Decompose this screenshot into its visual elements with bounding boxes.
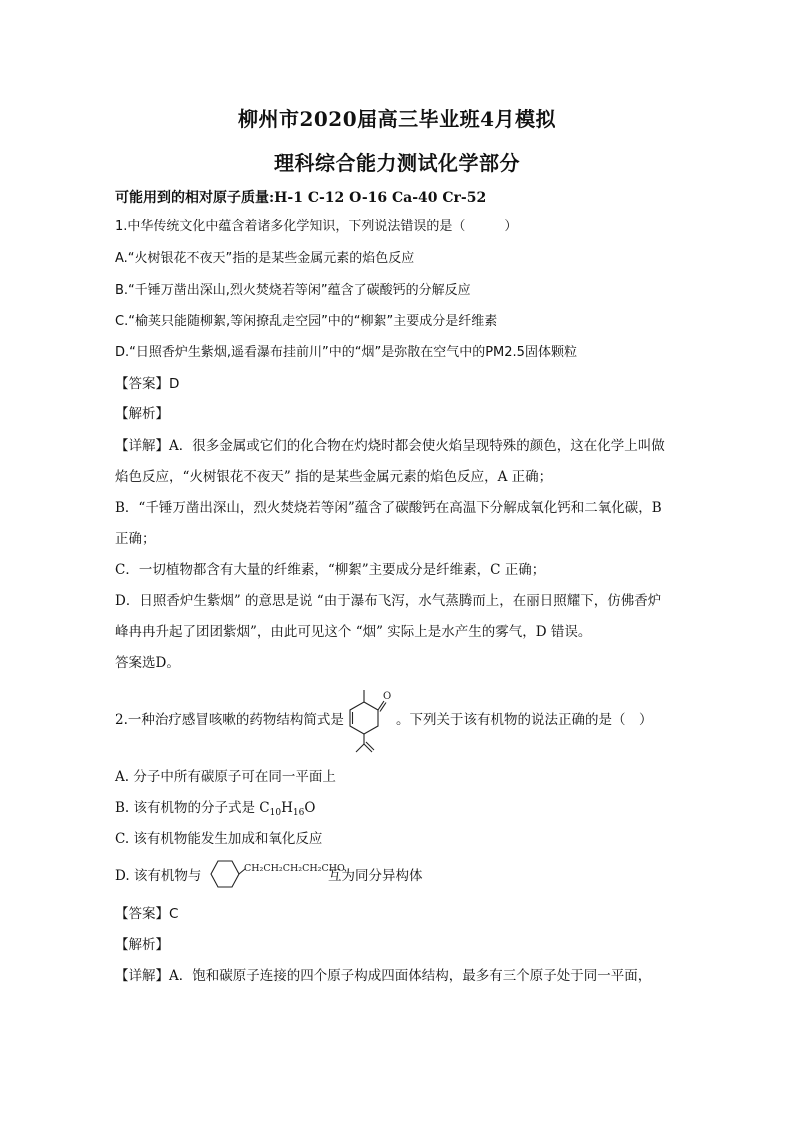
- q1-detail-line: 峰冉冉升起了团团紫烟”，由此可见这个 “烟” 实际上是水产生的雾气，D 错误。: [115, 624, 592, 640]
- benzene-pentanal-structure-image: [203, 855, 345, 893]
- q1-answer: 【答案】D: [115, 376, 180, 392]
- q1-option-d: D.“日照香炉生紫烟,遥看瀑布挂前川”中的“烟”是弥散在空气中的PM2.5固体颗粒: [115, 345, 577, 360]
- q2-option-b: [115, 799, 315, 822]
- q2-option-a: A. 分子中所有碳原子可在同一平面上: [115, 769, 336, 785]
- document-title: 柳州市2020届高三毕业班4月模拟: [237, 107, 557, 131]
- q1-detail-line: 【详解】A．很多金属或它们的化合物在灼烧时都会使火焰呈现特殊的颜色，这在化学上叫做: [115, 438, 665, 454]
- document-subtitle: 理科综合能力测试化学部分: [274, 151, 520, 175]
- q1-stem: 1.中华传统文化中蕴含着诸多化学知识，下列说法错误的是（ ）: [115, 219, 518, 234]
- formula-hydrogen-count: 16: [292, 808, 305, 818]
- carbonyl-oxygen-label: O: [383, 691, 392, 702]
- q2-stem-prefix: 2.一种治疗感冒咳嗽的药物结构简式是: [115, 712, 344, 728]
- q1-analysis-label: 【解析】: [115, 406, 169, 422]
- q2-option-c: C. 该有机物能发生加成和氧化反应: [115, 831, 323, 847]
- atomic-mass-line: 可能用到的相对原子质量:H-1 C-12 O-16 Ca-40 Cr-52: [115, 190, 487, 206]
- q1-detail-line: D．日照香炉生紫烟” 的意思是说 “由于瀑布飞泻，水气蒸腾而上，在丽日照耀下，仿佛香炉: [115, 593, 662, 609]
- carvone-structure-image: [338, 688, 394, 754]
- q1-option-a: A.“火树银花不夜天”指的是某些金属元素的焰色反应: [115, 251, 415, 266]
- formula-oxygen: O: [304, 800, 316, 816]
- q2-option-d-prefix: D. 该有机物与: [115, 868, 202, 884]
- q1-option-b: B.“千锤万凿出深山,烈火焚烧若等闲”蕴含了碳酸钙的分解反应: [115, 283, 471, 298]
- q1-conclusion: 答案选D。: [115, 655, 180, 671]
- side-chain-label: CH₂CH₂CH₂CH₂CHO: [244, 863, 345, 874]
- q2-detail-line: 【详解】A．饱和碳原子连接的四个原子构成四面体结构，最多有三个原子处于同一平面，: [115, 968, 652, 984]
- q1-detail-line: C．一切植物都含有大量的纤维素，“柳絮”主要成分是纤维素，C 正确；: [115, 562, 546, 578]
- q1-detail-line: 焰色反应，“火树银花不夜天” 指的是某些金属元素的焰色反应，A 正确；: [115, 469, 553, 485]
- q2-analysis-label: 【解析】: [115, 937, 169, 953]
- q1-detail-line: B．“千锤万凿出深山，烈火焚烧若等闲”蕴含了碳酸钙在高温下分解成氧化钙和二氧化碳，B: [115, 500, 662, 516]
- q2-option-d-suffix: 互为同分异构体: [328, 868, 423, 884]
- q2-answer: 【答案】C: [115, 906, 179, 922]
- formula-carbon-count: 10: [269, 808, 282, 818]
- q1-detail-line: 正确；: [115, 531, 156, 547]
- q2-option-b-text: B. 该有机物的分子式是 C: [115, 800, 270, 816]
- q1-option-c: C.“榆荚只能随柳絮,等闲撩乱走空园”中的“柳絮”主要成分是纤维素: [115, 314, 498, 329]
- q2-stem-suffix: 。下列关于该有机物的说法正确的是（ ）: [396, 712, 653, 728]
- formula-hydrogen: H: [281, 800, 293, 816]
